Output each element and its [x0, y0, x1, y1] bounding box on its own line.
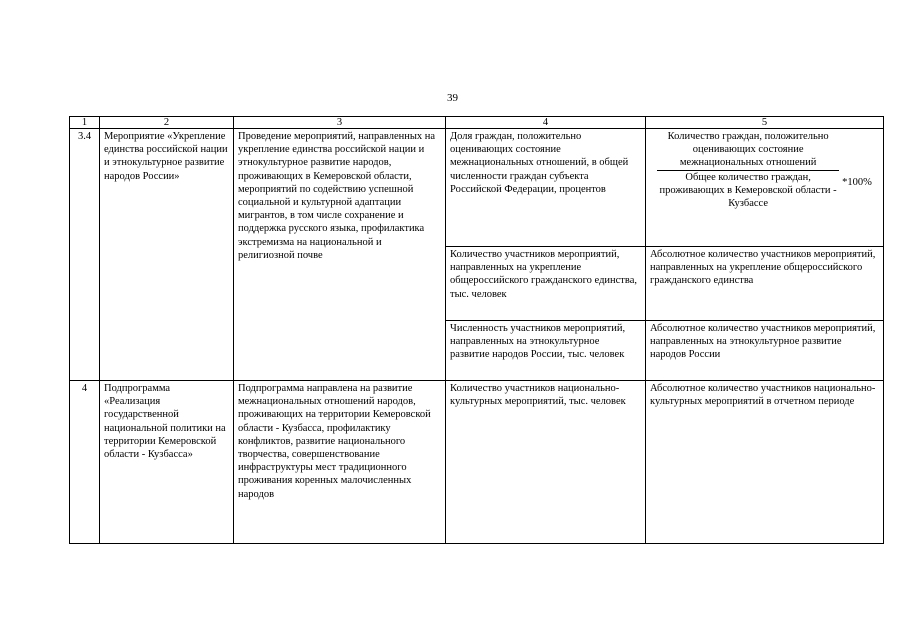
- program-indicators-table: [69, 116, 884, 544]
- column-header-4: 4: [446, 117, 646, 129]
- table-row-3-4-a: [70, 129, 884, 247]
- formula-fraction: [657, 130, 839, 210]
- row-number: 4: [70, 381, 100, 544]
- table-header: [70, 117, 884, 129]
- indicator-name-text: Численность участников мероприятий, направленных на этнокультурное развитие народов России, тыс. человек: [450, 323, 626, 361]
- table-row-4: [70, 381, 884, 544]
- column-header-2: 2: [100, 117, 234, 129]
- subprogram-name: [100, 381, 234, 544]
- column-header-1: 1: [70, 117, 100, 129]
- formula: [648, 130, 881, 210]
- row-number: 3.4: [70, 129, 100, 381]
- calculation-method: [646, 129, 884, 247]
- calculation-method-text: Абсолютное количество участников мероприятий, направленных на укрепление общероссийского гражданского единства: [650, 249, 876, 287]
- column-header-3: 3: [234, 117, 446, 129]
- calculation-method: [646, 381, 884, 544]
- table-header-row: [70, 117, 884, 129]
- subprogram-description: [234, 381, 446, 544]
- formula-denominator: Общее количество граждан, проживающих в Кемеровской области - Кузбассе: [659, 171, 837, 210]
- indicator-name-text: Количество участников мероприятий, направленных на укрепление общероссийского гражданского единства, тыс. человек: [450, 249, 638, 300]
- indicator-name: [446, 321, 646, 381]
- event-description-text: Проведение мероприятий, направленных на укрепление единства российской нации и этнокультурное развитие народов, проживающих в Кемеровской области, мероприятий по содействию успешной социальной и культурной адаптации мигрантов, в том числе сохранение и поддержка русского языка, профилактика экстремизма на национальной и религиозной почве: [238, 131, 436, 261]
- formula-numerator: Количество граждан, положительно оценивающих состояние межнациональных отношений: [657, 130, 839, 171]
- calculation-method: [646, 321, 884, 381]
- indicator-name: [446, 381, 646, 544]
- column-header-5: 5: [646, 117, 884, 129]
- calculation-method-text: Абсолютное количество участников мероприятий, направленных на этнокультурное развитие народов России: [650, 323, 876, 361]
- event-name: [100, 129, 234, 381]
- indicator-name-text: Доля граждан, положительно оценивающих состояние межнациональных отношений, в общей численности граждан субъекта Российской Федерации, процентов: [450, 131, 629, 195]
- calculation-method-text: Абсолютное количество участников национально-культурных мероприятий в отчетном периоде: [650, 383, 876, 408]
- calculation-method: [646, 247, 884, 321]
- event-name-text: Мероприятие «Укрепление единства российской нации и этнокультурное развитие народов России»: [104, 131, 228, 182]
- indicator-name: [446, 247, 646, 321]
- formula-multiplier: *100%: [842, 177, 872, 188]
- subprogram-name-text: Подпрограмма «Реализация государственной национальной политики на территории Кемеровской области - Кузбасса»: [104, 383, 226, 461]
- indicator-name: [446, 129, 646, 247]
- page-number: 39: [447, 92, 458, 104]
- event-description: [234, 129, 446, 381]
- indicator-name-text: Количество участников национально-культурных мероприятий, тыс. человек: [450, 383, 626, 408]
- subprogram-description-text: Подпрограмма направлена на развитие межнациональных отношений народов, проживающих на территории Кемеровской области - Кузбасса, профилактику конфликтов, развитие национального творчества, совершенствование инфраструктуры мест традиционного проживания коренных малочисленных народов: [238, 383, 431, 500]
